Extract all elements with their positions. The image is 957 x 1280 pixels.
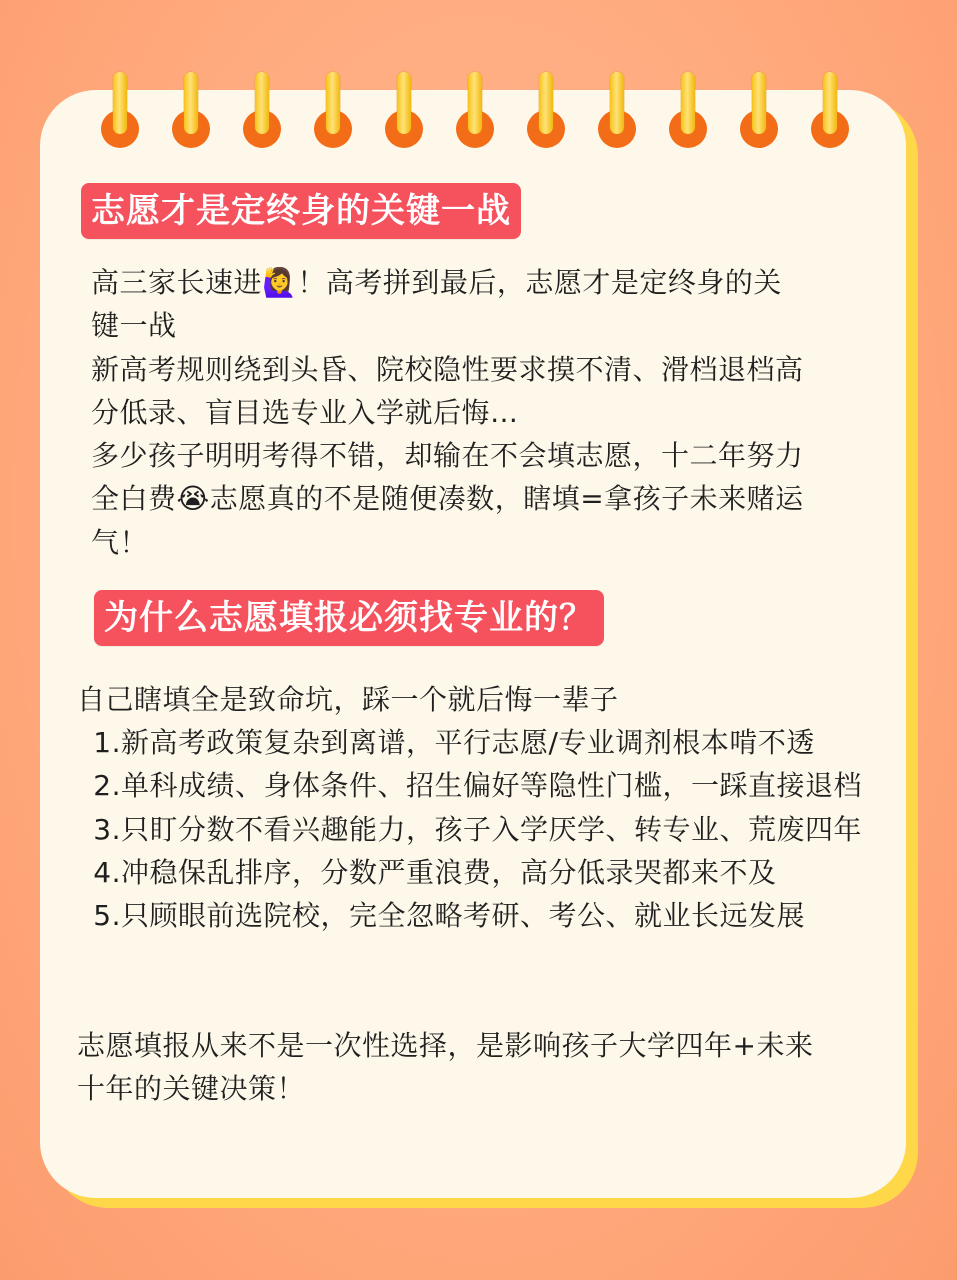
section2-intro: 自己瞎填全是致命坑，踩一个就后悔一辈子 (77, 683, 619, 716)
binder-ring (740, 72, 780, 148)
list-item-number: 5. (93, 899, 121, 933)
binder-ring (527, 72, 567, 148)
binder-rings (0, 0, 957, 160)
section2-heading: 为什么志愿填报必须找专业的？ (94, 590, 604, 646)
list-item (93, 851, 883, 894)
list-item-number: 3. (93, 812, 121, 846)
list-item (93, 721, 883, 764)
binder-ring (385, 72, 425, 148)
binder-ring (669, 72, 709, 148)
list-item (93, 894, 883, 937)
list-item-number: 2. (93, 769, 121, 803)
list-item-text: 新高考政策复杂到离谱，平行志愿/专业调剂根本啃不透 (121, 726, 815, 759)
list-item (93, 808, 883, 851)
binder-ring (598, 72, 638, 148)
binder-ring (101, 72, 141, 148)
closing-line: 志愿填报从来不是一次性选择，是影响孩子大学四年+未来 (77, 1029, 814, 1062)
list-item-text: 冲稳保乱排序，分数严重浪费，高分低录哭都来不及 (121, 855, 777, 889)
body-line: 气！ (91, 525, 149, 559)
body-line: 新高考规则绕到头昏、院校隐性要求摸不清、滑档退档高 (91, 352, 804, 386)
body-line: 全白费😭志愿真的不是随便凑数，瞎填=拿孩子未来赌运 (91, 482, 804, 516)
body-line: 分低录、盲目选专业入学就后悔… (91, 395, 519, 429)
list-item (93, 764, 883, 807)
body-line: 高三家长速进🙋‍♀️！高考拼到最后，志愿才是定终身的关 (91, 266, 782, 299)
binder-ring (243, 72, 283, 148)
body-line: 多少孩子明明考得不错，却输在不会填志愿，十二年努力 (91, 439, 804, 473)
section2-closing (77, 1024, 887, 1111)
binder-ring (314, 72, 354, 148)
closing-line: 十年的关键决策！ (77, 1072, 306, 1106)
binder-ring (456, 72, 496, 148)
body-line: 键一战 (91, 309, 177, 343)
reasons-list (93, 721, 883, 937)
list-item-text: 单科成绩、身体条件、招生偏好等隐性门槛，一踩直接退档 (121, 769, 863, 803)
binder-ring (172, 72, 212, 148)
list-item-number: 1. (93, 726, 121, 759)
list-item-text: 只盯分数不看兴趣能力，孩子入学厌学、转专业、荒废四年 (121, 812, 863, 846)
section1-heading: 志愿才是定终身的关键一战 (81, 183, 521, 239)
binder-ring (811, 72, 851, 148)
section1-body (91, 261, 881, 564)
list-item-number: 4. (93, 855, 121, 889)
list-item-text: 只顾眼前选院校，完全忽略考研、考公、就业长远发展 (121, 899, 806, 933)
